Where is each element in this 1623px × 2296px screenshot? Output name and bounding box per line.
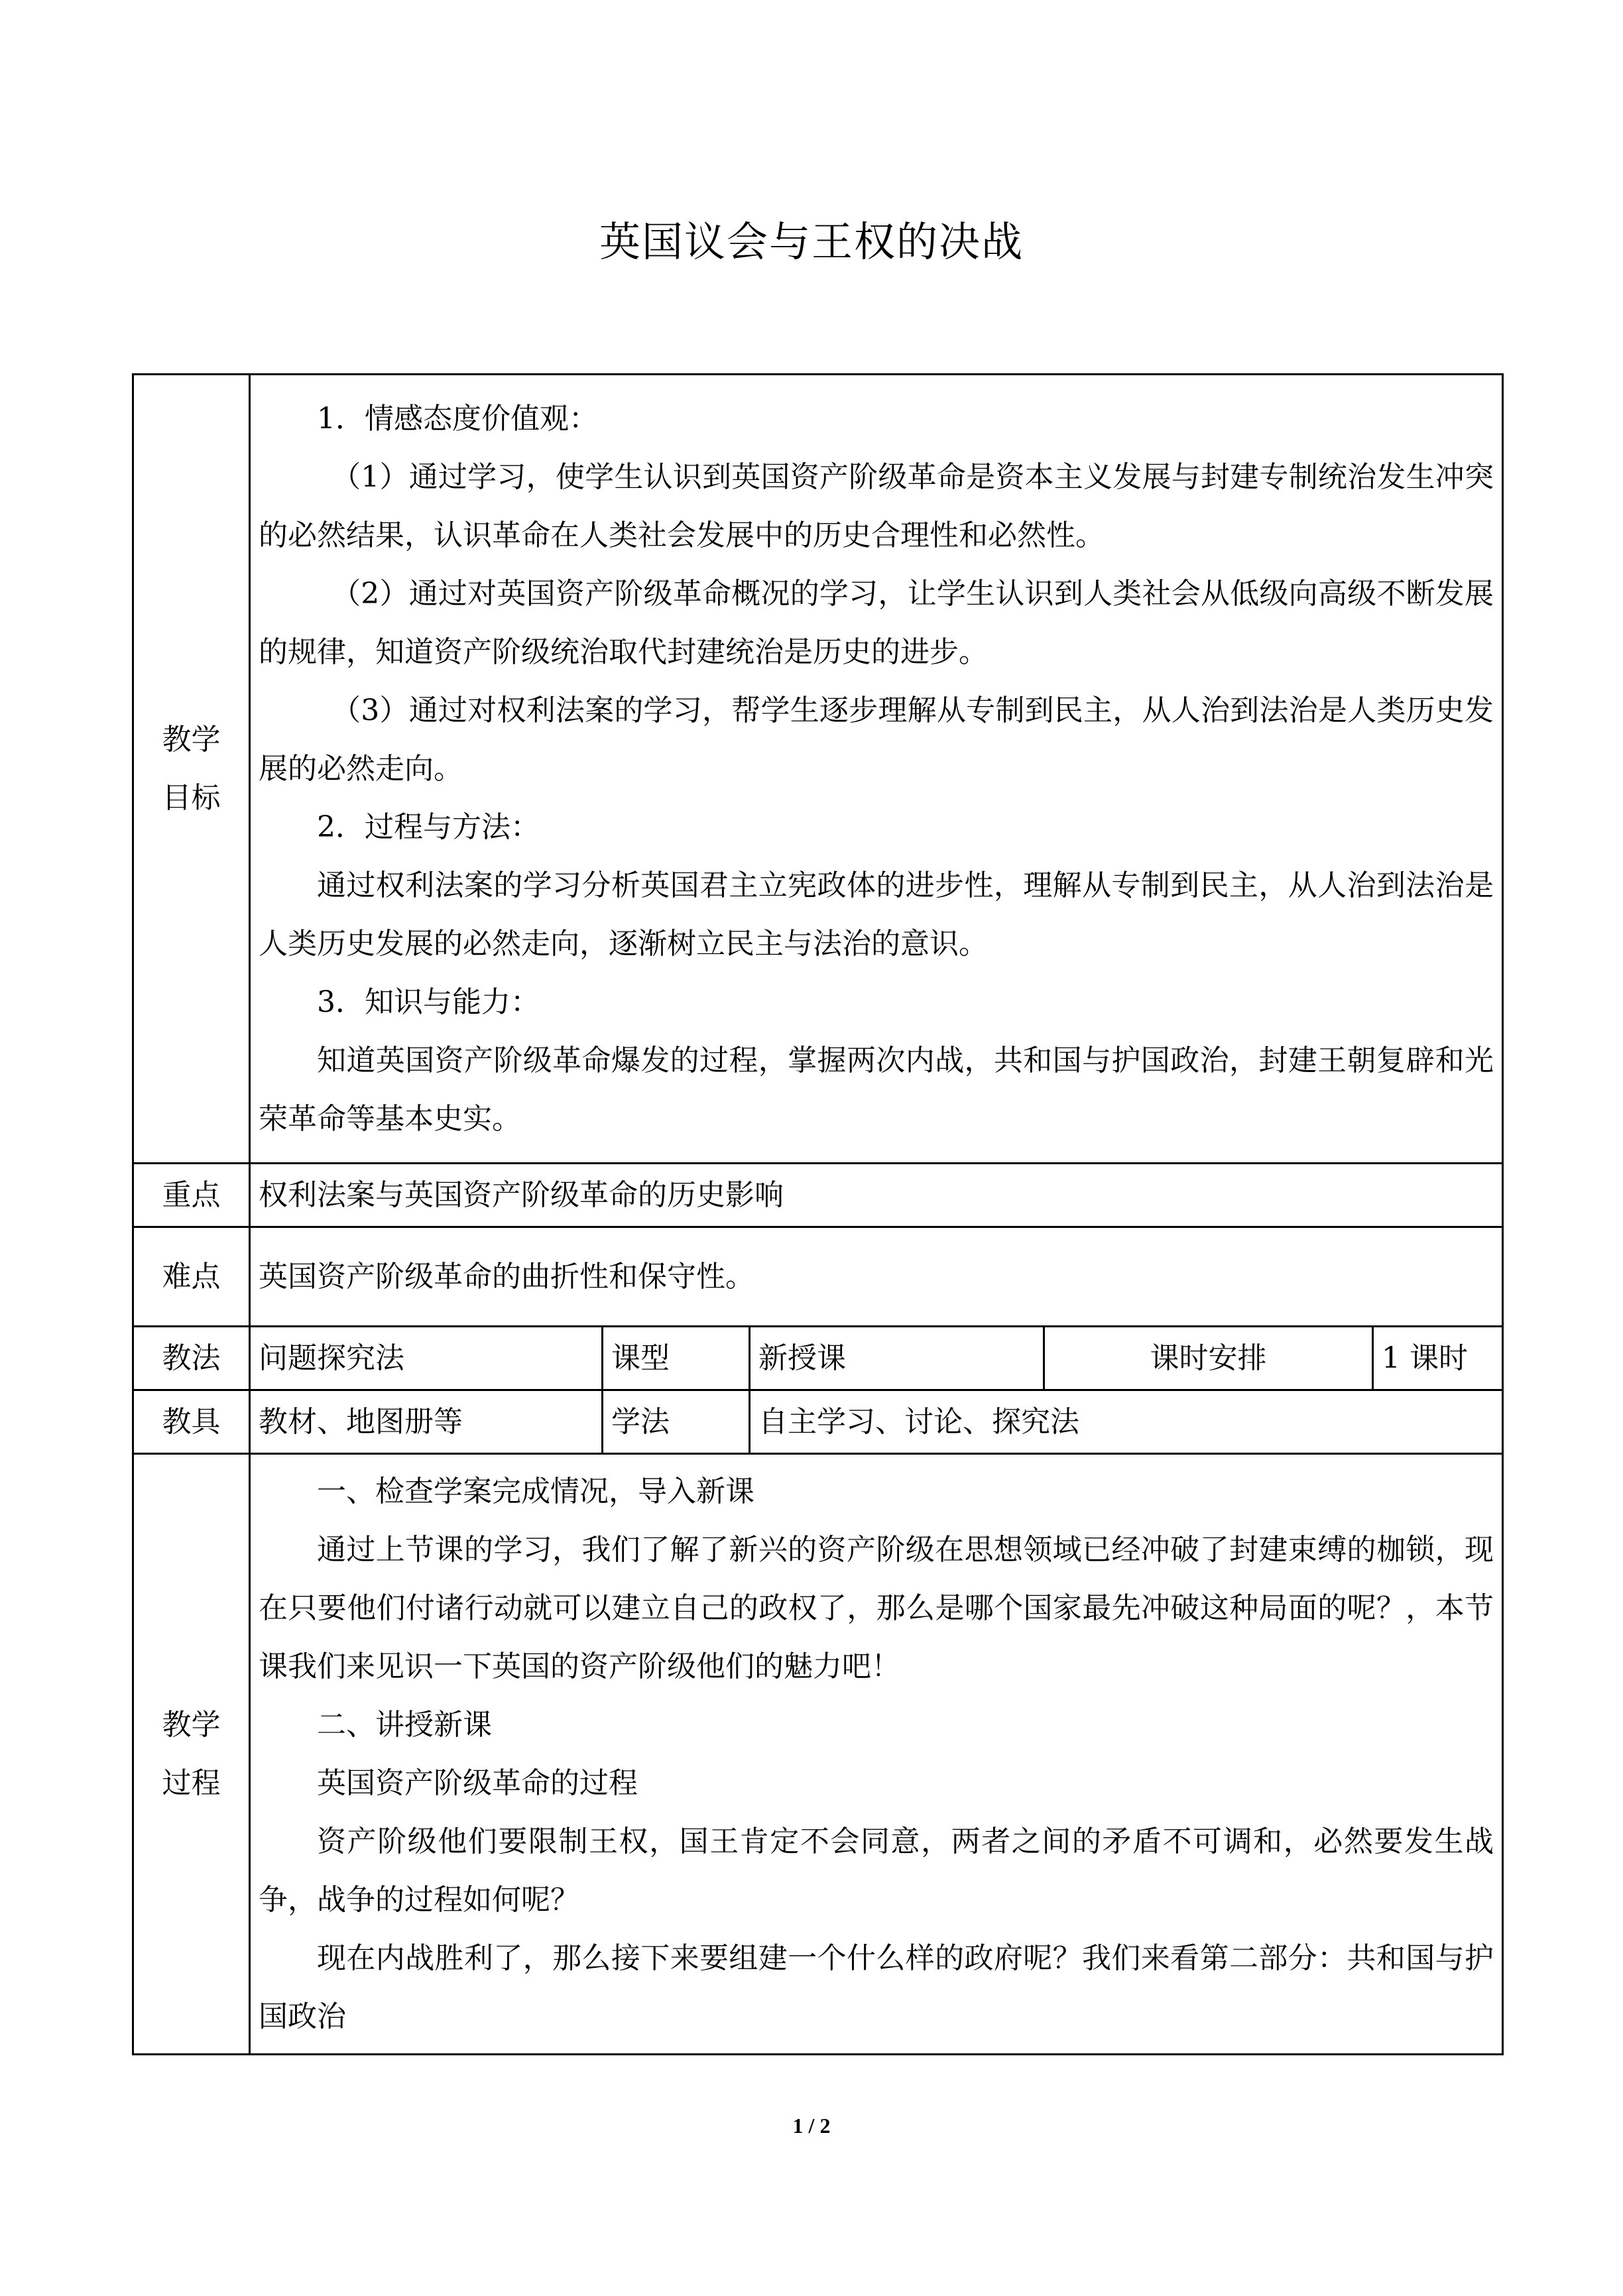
- difficulty-row: [133, 1227, 1503, 1327]
- difficulty-value: 英国资产阶级革命的曲折性和保守性。: [250, 1227, 1503, 1327]
- method-label: 教法: [133, 1327, 250, 1390]
- process-paragraph-2: 资产阶级他们要限制王权，国王肯定不会同意，两者之间的矛盾不可调和，必然要发生战争，战争的过程如何呢？: [259, 1824, 1494, 1917]
- tools-label: 教具: [133, 1390, 250, 1454]
- objectives-item-1: （1）通过学习，使学生认识到英国资产阶级革命是资本主义发展与封建专制统治发生冲突的必然结果，认识革命在人类社会发展中的历史合理性和必然性。: [259, 459, 1494, 552]
- tools-row: [133, 1390, 1503, 1454]
- method-row: [133, 1327, 1503, 1390]
- process-row: [133, 1454, 1503, 2055]
- key-point-value: 权利法案与英国资产阶级革命的历史影响: [250, 1164, 1503, 1227]
- objectives-heading-1: 1．情感态度价值观：: [317, 401, 598, 436]
- objectives-item-5: 知道英国资产阶级革命爆发的过程，掌握两次内战，共和国与护国政治，封建王朝复辟和光荣革命等基本史实。: [259, 1043, 1494, 1136]
- lesson-plan-table: [132, 373, 1504, 2055]
- study-method-value: 自主学习、讨论、探究法: [750, 1390, 1503, 1454]
- study-method-label: 学法: [603, 1390, 750, 1454]
- objectives-label: 教学 目标: [133, 375, 250, 1164]
- objectives-heading-3: 3．知识与能力：: [317, 985, 540, 1019]
- key-point-row: [133, 1164, 1503, 1227]
- lesson-type-label: 课型: [603, 1327, 750, 1390]
- process-heading-1: 一、检查学案完成情况，导入新课: [317, 1474, 754, 1508]
- tools-value: 教材、地图册等: [250, 1390, 603, 1454]
- objectives-heading-2: 2．过程与方法：: [317, 810, 540, 844]
- process-label: 教学 过程: [133, 1454, 250, 2055]
- objectives-row: [133, 375, 1503, 1164]
- difficulty-label: 难点: [133, 1227, 250, 1327]
- key-point-label: 重点: [133, 1164, 250, 1227]
- lesson-type-value: 新授课: [750, 1327, 1044, 1390]
- objectives-content: [250, 375, 1503, 1164]
- process-subheading: 英国资产阶级革命的过程: [317, 1766, 638, 1800]
- method-value: 问题探究法: [250, 1327, 603, 1390]
- objectives-item-2: （2）通过对英国资产阶级革命概况的学习，让学生认识到人类社会从低级向高级不断发展的规律，知道资产阶级统治取代封建统治是历史的进步。: [259, 576, 1494, 669]
- process-heading-2: 二、讲授新课: [317, 1707, 492, 1742]
- process-paragraph-1: 通过上节课的学习，我们了解了新兴的资产阶级在思想领域已经冲破了封建束缚的枷锁，现在只要他们付诸行动就可以建立自己的政权了，那么是哪个国家最先冲破这种局面的呢？，本节课我们来见识一下英国的资产阶级他们的魅力吧！: [259, 1532, 1494, 1683]
- schedule-value: 1 课时: [1373, 1327, 1503, 1390]
- objectives-item-3: （3）通过对权利法案的学习，帮学生逐步理解从专制到民主，从人治到法治是人类历史发展的必然走向。: [259, 693, 1494, 786]
- process-paragraph-3: 现在内战胜利了，那么接下来要组建一个什么样的政府呢？我们来看第二部分：共和国与护国政治: [259, 1941, 1494, 2033]
- page-number: 1 / 2: [792, 2114, 831, 2138]
- schedule-label: 课时安排: [1044, 1327, 1373, 1390]
- document-title: 英国议会与王权的决战: [599, 217, 1024, 266]
- process-content: [250, 1454, 1503, 2055]
- objectives-item-4: 通过权利法案的学习分析英国君主立宪政体的进步性，理解从专制到民主，从人治到法治是人类历史发展的必然走向，逐渐树立民主与法治的意识。: [259, 868, 1494, 961]
